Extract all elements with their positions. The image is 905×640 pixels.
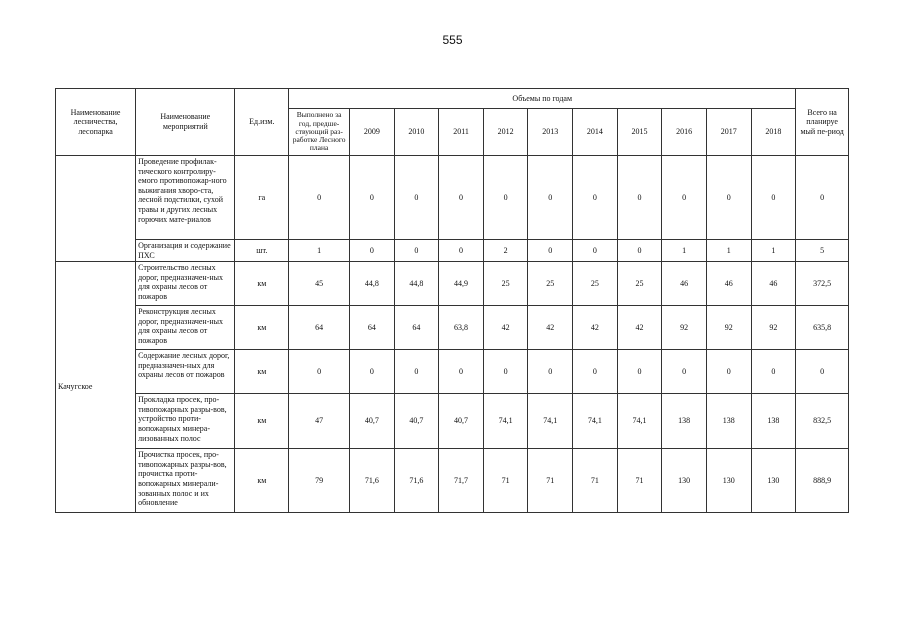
total-cell: 0 <box>796 156 849 240</box>
value-cell: 0 <box>617 350 662 394</box>
value-cell: 42 <box>528 306 573 350</box>
value-cell: 1 <box>662 240 707 262</box>
value-cell: 138 <box>751 394 796 449</box>
value-cell: 1 <box>289 240 350 262</box>
table-row <box>56 394 849 449</box>
activity-cell: Прокладка просек, про-тивопожарных разры-вов, устройство проти-вопожарных минера-лизованных полос <box>136 394 235 449</box>
total-cell: 888,9 <box>796 449 849 513</box>
header-year: 2011 <box>439 109 484 156</box>
value-cell: 40,7 <box>350 394 395 449</box>
activity-cell: Реконструкция лесных дорог, предназначен-ных для охраны лесов от пожаров <box>136 306 235 350</box>
header-year: 2009 <box>350 109 395 156</box>
value-cell: 79 <box>289 449 350 513</box>
total-cell: 832,5 <box>796 394 849 449</box>
value-cell: 0 <box>350 350 395 394</box>
header-total: Всего на планируе мый пе-риод <box>796 89 849 156</box>
value-cell: 2 <box>483 240 528 262</box>
value-cell: 0 <box>394 350 439 394</box>
header-unit: Ед.изм. <box>235 89 289 156</box>
value-cell: 92 <box>662 306 707 350</box>
value-cell: 40,7 <box>439 394 484 449</box>
value-cell: 45 <box>289 262 350 306</box>
table-row <box>56 306 849 350</box>
value-cell: 74,1 <box>528 394 573 449</box>
value-cell: 0 <box>350 156 395 240</box>
value-cell: 71 <box>573 449 618 513</box>
value-cell: 44,9 <box>439 262 484 306</box>
value-cell: 63,8 <box>439 306 484 350</box>
header-year: 2017 <box>706 109 751 156</box>
value-cell: 42 <box>483 306 528 350</box>
value-cell: 25 <box>573 262 618 306</box>
value-cell: 42 <box>573 306 618 350</box>
value-cell: 0 <box>350 240 395 262</box>
header-volumes-by-year: Объемы по годам <box>289 89 796 109</box>
value-cell: 74,1 <box>573 394 618 449</box>
value-cell: 0 <box>751 156 796 240</box>
value-cell: 1 <box>751 240 796 262</box>
value-cell: 130 <box>751 449 796 513</box>
activity-cell: Прочистка просек, про-тивопожарных разры-вов, прочистка проти-вопожарных минерали-зованных полос и их обновление <box>136 449 235 513</box>
value-cell: 64 <box>394 306 439 350</box>
forest-fire-measures-table <box>55 88 849 513</box>
value-cell: 0 <box>617 156 662 240</box>
header-forestry: Наименование лесничества, лесопарка <box>56 89 136 156</box>
value-cell: 0 <box>751 350 796 394</box>
header-year: 2012 <box>483 109 528 156</box>
value-cell: 130 <box>706 449 751 513</box>
value-cell: 47 <box>289 394 350 449</box>
value-cell: 71 <box>617 449 662 513</box>
unit-cell: км <box>235 394 289 449</box>
value-cell: 25 <box>617 262 662 306</box>
value-cell: 0 <box>289 350 350 394</box>
table-row <box>56 449 849 513</box>
value-cell: 74,1 <box>617 394 662 449</box>
value-cell: 40,7 <box>394 394 439 449</box>
value-cell: 0 <box>528 156 573 240</box>
value-cell: 0 <box>573 156 618 240</box>
value-cell: 25 <box>483 262 528 306</box>
value-cell: 0 <box>483 350 528 394</box>
value-cell: 0 <box>528 350 573 394</box>
value-cell: 138 <box>706 394 751 449</box>
value-cell: 92 <box>751 306 796 350</box>
header-activity: Наименование мероприятий <box>136 89 235 156</box>
value-cell: 0 <box>289 156 350 240</box>
table-row <box>56 350 849 394</box>
value-cell: 0 <box>573 240 618 262</box>
value-cell: 0 <box>394 240 439 262</box>
value-cell: 44,8 <box>394 262 439 306</box>
value-cell: 92 <box>706 306 751 350</box>
value-cell: 1 <box>706 240 751 262</box>
value-cell: 71,6 <box>350 449 395 513</box>
value-cell: 130 <box>662 449 707 513</box>
header-year: 2018 <box>751 109 796 156</box>
value-cell: 0 <box>439 156 484 240</box>
unit-cell: км <box>235 306 289 350</box>
value-cell: 71,7 <box>439 449 484 513</box>
total-cell: 635,8 <box>796 306 849 350</box>
value-cell: 0 <box>706 350 751 394</box>
value-cell: 0 <box>439 350 484 394</box>
table-row <box>56 262 849 306</box>
table-row <box>56 240 849 262</box>
header-previous-year: Выполнено за год, предше-ствующий раз-работке Лесного плана <box>289 109 350 156</box>
value-cell: 0 <box>662 156 707 240</box>
header-year: 2015 <box>617 109 662 156</box>
value-cell: 0 <box>394 156 439 240</box>
value-cell: 0 <box>662 350 707 394</box>
value-cell: 71,6 <box>394 449 439 513</box>
activity-cell: Организация и содержание ПХС <box>136 240 235 262</box>
unit-cell: км <box>235 449 289 513</box>
unit-cell: га <box>235 156 289 240</box>
header-year: 2014 <box>573 109 618 156</box>
value-cell: 0 <box>483 156 528 240</box>
unit-cell: шт. <box>235 240 289 262</box>
value-cell: 64 <box>350 306 395 350</box>
value-cell: 74,1 <box>483 394 528 449</box>
value-cell: 42 <box>617 306 662 350</box>
value-cell: 138 <box>662 394 707 449</box>
total-cell: 372,5 <box>796 262 849 306</box>
value-cell: 71 <box>528 449 573 513</box>
header-year: 2013 <box>528 109 573 156</box>
value-cell: 44,8 <box>350 262 395 306</box>
value-cell: 0 <box>573 350 618 394</box>
activity-cell: Строительство лесных дорог, предназначен-ных для охраны лесов от пожаров <box>136 262 235 306</box>
unit-cell: км <box>235 350 289 394</box>
header-year: 2016 <box>662 109 707 156</box>
unit-cell: км <box>235 262 289 306</box>
activity-cell: Содержание лесных дорог, предназначен-ных для охраны лесов от пожаров <box>136 350 235 394</box>
page-number: 555 <box>442 33 463 47</box>
value-cell: 0 <box>617 240 662 262</box>
table-row <box>56 156 849 240</box>
forestry-cell: Качугское <box>56 262 136 513</box>
value-cell: 71 <box>483 449 528 513</box>
value-cell: 25 <box>528 262 573 306</box>
total-cell: 0 <box>796 350 849 394</box>
total-cell: 5 <box>796 240 849 262</box>
value-cell: 64 <box>289 306 350 350</box>
activity-cell: Проведение профилак-тического контролиру-емого противопожар-ного выжигания хворо-ста, лесной подстилки, сухой травы и других лесных горючих мате-риалов <box>136 156 235 240</box>
forestry-cell <box>56 156 136 262</box>
value-cell: 0 <box>439 240 484 262</box>
value-cell: 46 <box>662 262 707 306</box>
header-year: 2010 <box>394 109 439 156</box>
value-cell: 0 <box>706 156 751 240</box>
value-cell: 46 <box>751 262 796 306</box>
value-cell: 0 <box>528 240 573 262</box>
value-cell: 46 <box>706 262 751 306</box>
